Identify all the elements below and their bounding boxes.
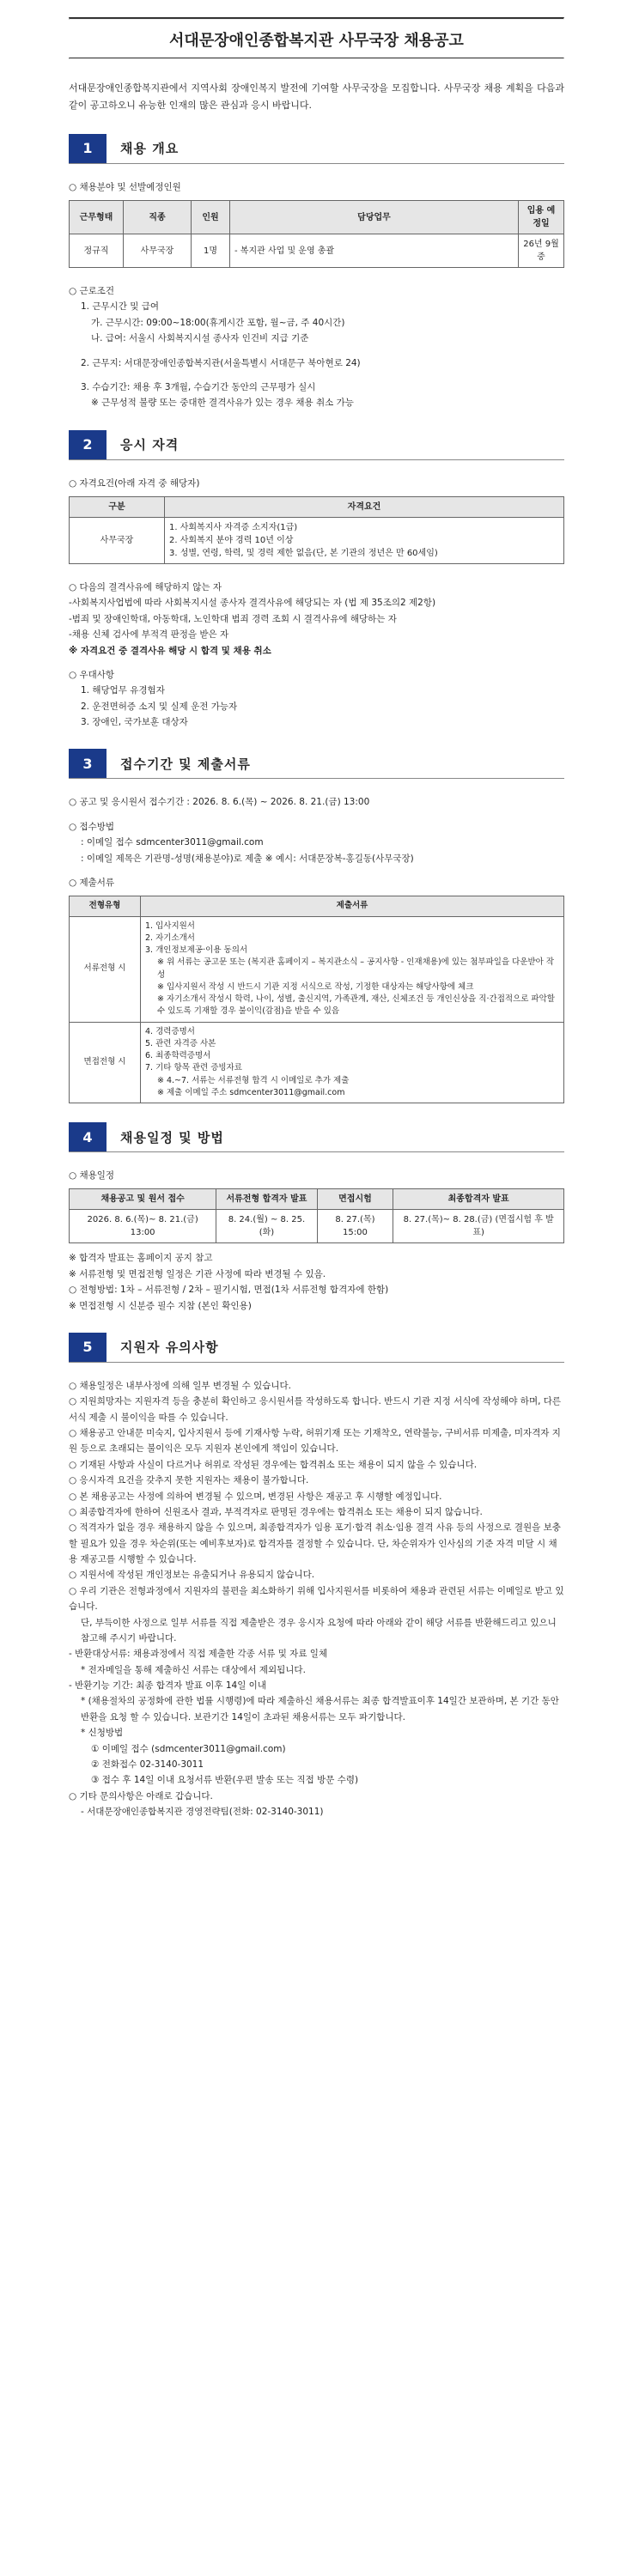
table-cell: 서류전형 시 <box>70 916 141 1022</box>
qualification-item: 2. 사회복지 분야 경력 10년 이상 <box>169 536 294 546</box>
subheading: ○ 근로조건 <box>69 286 115 297</box>
table-row <box>70 234 564 268</box>
schedule-note: ※ 면접전형 시 신분증 필수 지참 (본인 확인용) <box>69 1300 252 1311</box>
table-cell: - 복지관 사업 및 운영 총괄 <box>230 234 519 268</box>
document-note: ※ 위 서류는 공고문 또는 (복지관 홈페이지 – 복지관소식 – 공지사항 - 인재채용)에 있는 첨부파일을 다운받아 작성 <box>157 957 555 980</box>
notice-item: - 반환기능 기간: 최종 합격자 발표 이후 14일 이내 <box>69 1680 266 1692</box>
table-cell: 사무국장 <box>70 518 165 564</box>
method-line: : 이메일 제목은 기관명-성명(채용분야)로 제출 ※ 예시: 서대문장복-홍길동(사무국장) <box>81 853 414 864</box>
table-row <box>70 916 564 1022</box>
application-period: ○ 공고 및 응시원서 접수기간 : 2026. 8. 6.(목) ~ 2026. 8. 21.(금) 13:00 <box>69 797 370 808</box>
table-cell: 2026. 8. 6.(목)~ 8. 21.(금) 13:00 <box>70 1210 216 1243</box>
subheading: ○ 채용일정 <box>69 1170 115 1182</box>
section-title: 지원자 유의사항 <box>120 1340 219 1356</box>
schedule-note: ○ 전형방법: 1차 – 서류전형 / 2차 – 필기시험, 면접(1차 서류전형 합격자에 한함) <box>69 1285 389 1296</box>
table-cell: 면접전형 시 <box>70 1022 141 1103</box>
document-note: ※ 자기소개서 작성시 학력, 나이, 성별, 출신지역, 가족관계, 재산, 신체조건 등 개인신상을 직·간접적으로 파악할 수 있도록 기재할 경우 불이익(감점)을 받을 수 있음 <box>157 994 555 1017</box>
qualification-table <box>69 496 564 564</box>
documents-table <box>69 896 564 1103</box>
section-number: 4 <box>69 1122 107 1151</box>
notice-item: ○ 최종합격자에 한하여 신원조사 결과, 부적격자로 판명된 경우에는 합격취소 또는 채용이 되지 않습니다. <box>69 1506 483 1517</box>
preference-line: 2. 운전면허증 소지 및 실제 운전 가능자 <box>81 701 238 712</box>
preference-line: 1. 해당업무 유경험자 <box>81 685 165 696</box>
section-title: 응시 자격 <box>120 437 180 453</box>
qualification-item: 3. 성별, 연령, 학력, 및 경력 제한 없음(단, 본 기관의 정년은 만 60세임) <box>169 549 438 559</box>
table-cell: 8. 27.(목) 15:00 <box>317 1210 393 1243</box>
subheading: ○ 우대사항 <box>69 669 115 680</box>
notice-item: ② 전화접수 02-3140-3011 <box>91 1759 204 1770</box>
section-title: 접수기간 및 제출서류 <box>120 756 251 772</box>
contact-line: - 서대문장애인종합복지관 경영전략팀(전화: 02-3140-3011) <box>81 1807 324 1818</box>
table-header: 자격요건 <box>165 497 564 518</box>
notice-item: ○ 지원희망자는 지원자격 등을 충분히 확인하고 응시원서를 작성하도록 합니다. 반드시 기관 지정 서식에 작성해야 하며, 다른 서식 제출 시 불이익을 따를 수 있습니다. <box>69 1396 562 1423</box>
section-3-header <box>69 749 564 779</box>
document-note: ※ 제출 이메일 주소 sdmcenter3011@gmail.com <box>157 1087 345 1097</box>
notice-item: * 신청방법 <box>81 1728 124 1739</box>
subheading: ○ 제출서류 <box>69 877 115 888</box>
document-item: 4. 경력증명서 <box>145 1026 195 1036</box>
notice-item: ○ 채용공고 안내문 미숙지, 입사지원서 등에 기재사항 누락, 허위기재 또는 기재착오, 연락불능, 구비서류 미제출, 미자격자 지원 등으로 초래되는 불이익은 모두 지원자 본인에게 책임이 있습니다. <box>69 1428 561 1455</box>
table-header: 구분 <box>70 497 165 518</box>
notice-item: - 반환대상서류: 채용과정에서 직접 제출한 각종 서류 및 자료 일체 <box>69 1649 328 1660</box>
table-row <box>70 1022 564 1103</box>
subheading: ○ 다음의 결격사유에 해당하지 않는 자 <box>69 582 222 593</box>
condition-line: ※ 근무성적 불량 또는 중대한 결격사유가 있는 경우 채용 취소 가능 <box>91 398 354 409</box>
notice-item: ○ 본 채용공고는 사정에 의하여 변경될 수 있으며, 변경된 사항은 재공고 후 시행할 예정입니다. <box>69 1491 442 1502</box>
subheading: ○ 접수방법 <box>69 821 115 832</box>
table-header: 직종 <box>124 201 192 234</box>
qualification-item: 1. 사회복지사 자격증 소지자(1급) <box>169 523 298 533</box>
schedule-note: ※ 합격자 발표는 홈페이지 공지 참고 <box>69 1253 213 1264</box>
title-bottom-rule <box>69 58 564 59</box>
document-note: ※ 입사지원서 작성 시 반드시 기관 지정 서식으로 작성, 기정한 대상자는 해당사항에 체크 <box>157 981 474 992</box>
recruit-overview-table <box>69 200 564 268</box>
table-cell <box>141 1022 564 1103</box>
document-note: ※ 4.~7. 서류는 서류전형 합격 시 이메일로 추가 제출 <box>157 1075 350 1085</box>
table-header: 담당업무 <box>230 201 519 234</box>
section-5-header <box>69 1333 564 1363</box>
section-number: 5 <box>69 1333 107 1362</box>
table-header: 면접시험 <box>317 1189 393 1210</box>
table-header: 서류전형 합격자 발표 <box>216 1189 317 1210</box>
table-cell: 정규직 <box>70 234 124 268</box>
document-item: 5. 관련 자격증 사본 <box>145 1038 216 1048</box>
table-header: 근무형태 <box>70 201 124 234</box>
table-cell: 사무국장 <box>124 234 192 268</box>
table-header: 입용 예정일 <box>519 201 564 234</box>
document-item: 6. 최종학력증명서 <box>145 1051 211 1061</box>
table-header: 최종합격자 발표 <box>393 1189 564 1210</box>
schedule-note: ※ 서류전형 및 면접전형 일정은 기관 사정에 따라 변경될 수 있음. <box>69 1268 326 1279</box>
notice-item: ○ 기재된 사항과 사실이 다르거나 허위로 작성된 경우에는 합격취소 또는 채용이 되지 않을 수 있습니다. <box>69 1459 478 1470</box>
document-item: 2. 자기소개서 <box>145 933 195 943</box>
table-cell: 8. 27.(목)~ 8. 28.(금) (면접시험 후 발표) <box>393 1210 564 1243</box>
notice-item: ○ 채용일정은 내부사정에 의해 일부 변경될 수 있습니다. <box>69 1380 292 1391</box>
section-title: 채용 개요 <box>120 141 180 157</box>
notice-item: ○ 기타 문의사항은 아래로 갑습니다. <box>69 1790 213 1801</box>
table-cell <box>165 518 564 564</box>
disqualification-note: ※ 자격요건 중 결격사유 해당 시 합격 및 채용 취소 <box>69 645 271 656</box>
section-title: 채용일정 및 방법 <box>120 1129 224 1145</box>
table-cell: 8. 24.(월) ~ 8. 25.(화) <box>216 1210 317 1243</box>
method-line: : 이메일 접수 sdmcenter3011@gmail.com <box>81 837 264 848</box>
table-cell: 26년 9월 중 <box>519 234 564 268</box>
schedule-table <box>69 1188 564 1243</box>
table-cell <box>141 916 564 1022</box>
notice-item: ○ 적격자가 없을 경우 채용하지 않을 수 있으며, 최종합격자가 임용 포기·합격 취소·임용 결격 사유 등의 사정으로 결원을 보충할 필요가 있을 경우 차순위(또는 예비후보자)로 합격자를 결정할 수 있습니다. 단, 차순위자가 인사심의 기준 자격 미달 시 채용 재공고를 시행할 수 있습니다. <box>69 1522 561 1565</box>
table-cell: 1명 <box>192 234 230 268</box>
condition-line: 2. 근무지: 서대문장애인종합복지관(서울특별시 서대문구 북아현로 24) <box>81 357 361 368</box>
subheading: ○ 채용분야 및 선발예정인원 <box>69 181 181 192</box>
table-header: 채용공고 및 원서 접수 <box>70 1189 216 1210</box>
notice-item: ○ 응시자격 요건을 갖추지 못한 지원자는 채용이 불가합니다. <box>69 1475 309 1486</box>
section-1-header <box>69 134 564 164</box>
table-row <box>70 518 564 564</box>
condition-line: 1. 근무시간 및 급여 <box>81 301 160 313</box>
disqualification-line: -사회복지사업법에 따라 사회복지시설 종사자 결격사유에 해당되는 자 (법 제 35조의2 제2항) <box>69 598 436 609</box>
table-row <box>70 1210 564 1243</box>
section-2-header <box>69 430 564 460</box>
notice-item: * 전자메일을 통해 제출하신 서류는 대상에서 제외됩니다. <box>81 1664 306 1675</box>
section-4-header <box>69 1122 564 1152</box>
condition-line: 가. 근무시간: 09:00~18:00(휴게시간 포함, 월~금, 주 40시간) <box>91 317 345 328</box>
condition-line: 3. 수습기간: 채용 후 3개월, 수습기간 동안의 근무평가 실시 <box>81 381 316 392</box>
section-number: 2 <box>69 430 107 459</box>
condition-line: 나. 급여: 서울시 사회복지시설 종사자 인건비 지급 기준 <box>91 333 309 344</box>
document-item: 3. 개인정보제공·이용 동의서 <box>145 945 248 956</box>
intro-paragraph: 서대문장애인종합복지관에서 지역사회 장애인복지 발전에 기여할 사무국장을 모집합니다. 사무국장 채용 계획을 다음과 같이 공고하오니 유능한 인재의 많은 관심과 응시 바랍니다. <box>69 82 564 112</box>
subheading: ○ 자격요건(아래 자격 중 해당자) <box>69 477 200 489</box>
notice-item: ○ 우리 기관은 전형과정에서 지원자의 불편을 최소화하기 위해 입사지원서를 비롯하여 채용과 관련된 서류는 이메일로 받고 있습니다. <box>69 1585 564 1613</box>
section-number: 3 <box>69 749 107 778</box>
notice-item: 단, 부득이한 사정으로 일부 서류를 직접 제출받은 경우 응시자 요청에 따라 아래와 같이 해당 서류를 반환해드리고 있으니 참고해 주시기 바랍니다. <box>81 1617 557 1643</box>
notice-item: * (채용절차의 공정화에 관한 법률 시행령)에 따라 제출하신 채용서류는 최종 합격발표이후 14일간 보관하며, 본 기간 동안 반환을 요청 할 수 있습니다. 보관기간 14일이 초과된 채용서류는 모두 파기합니다. <box>81 1696 559 1722</box>
notice-item: ③ 접수 후 14일 이내 요청서류 반환(우편 발송 또는 직접 방문 수령) <box>91 1775 359 1786</box>
page-title: 서대문장애인종합복지관 사무국장 채용공고 <box>169 32 464 50</box>
preference-line: 3. 장애인, 국가보훈 대상자 <box>81 717 188 728</box>
notice-item: ① 이메일 접수 (sdmcenter3011@gmail.com) <box>91 1743 286 1754</box>
table-header: 제출서류 <box>141 896 564 916</box>
notice-item: ○ 지원서에 작성된 개인정보는 유출되거나 유용되지 않습니다. <box>69 1570 315 1581</box>
table-header: 전형유형 <box>70 896 141 916</box>
disqualification-line: -범죄 및 장애인학대, 아동학대, 노인학대 범죄 경력 조회 시 결격사유에 해당하는 자 <box>69 613 397 624</box>
section-number: 1 <box>69 134 107 163</box>
table-header: 인원 <box>192 201 230 234</box>
disqualification-line: -채용 신체 검사에 부적격 판정을 받은 자 <box>69 629 229 641</box>
document-item: 1. 입사지원서 <box>145 920 195 931</box>
document-item: 7. 기타 항목 관련 증빙자료 <box>145 1063 242 1073</box>
